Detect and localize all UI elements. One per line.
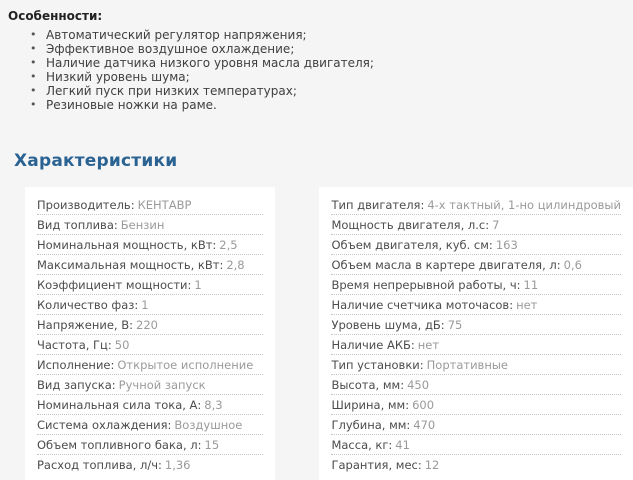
spec-label: Глубина, мм: — [331, 417, 411, 432]
spec-row — [37, 235, 263, 255]
spec-value: 41 — [395, 437, 410, 452]
spec-value: 470 — [413, 417, 436, 432]
feature-item — [30, 70, 623, 84]
spec-row — [37, 375, 263, 395]
spec-label: Производитель: — [37, 197, 135, 212]
feature-item — [30, 42, 623, 56]
spec-label: Номинальная сила тока, А: — [37, 397, 202, 412]
spec-row — [331, 275, 621, 295]
spec-label: Расход топлива, л/ч: — [37, 457, 162, 472]
spec-row — [331, 295, 621, 315]
spec-label: Максимальная мощность, кВт: — [37, 257, 224, 272]
section-title-characteristics: Характеристики — [14, 151, 178, 171]
spec-label: Ширина, мм: — [331, 397, 410, 412]
spec-row — [331, 215, 621, 235]
spec-label: Мощность двигателя, л.с: — [331, 217, 490, 232]
spec-label: Тип установки: — [331, 357, 424, 372]
spec-value: Воздушное — [174, 417, 243, 432]
spec-label: Гарантия, мес: — [331, 457, 422, 472]
spec-value: 4-х тактный, 1-но цилиндровый — [427, 197, 621, 212]
spec-row — [331, 415, 621, 435]
feature-item-text: Автоматический регулятор напряжения; — [46, 28, 307, 42]
spec-value: 600 — [412, 397, 435, 412]
spec-value: 1 — [141, 297, 149, 312]
spec-label: Система охлаждения: — [37, 417, 172, 432]
spec-value: Открытое исполнение — [117, 357, 254, 372]
spec-value: 1,36 — [164, 457, 191, 472]
bullet-icon: • — [30, 84, 37, 97]
spec-value: 50 — [114, 337, 130, 352]
spec-row — [37, 435, 263, 455]
spec-label: Объем топливного бака, л: — [37, 437, 202, 452]
spec-value: 163 — [495, 237, 518, 252]
feature-item-text: Наличие датчика низкого уровня масла двигателя; — [46, 56, 374, 70]
features-list — [8, 28, 623, 112]
spec-label: Вид топлива: — [37, 217, 118, 232]
spec-label: Частота, Гц: — [37, 337, 112, 352]
spec-label: Высота, мм: — [331, 377, 405, 392]
bullet-icon: • — [30, 70, 37, 83]
spec-row — [331, 255, 621, 275]
spec-row — [331, 435, 621, 455]
spec-table-right — [319, 187, 633, 480]
features-section — [0, 0, 633, 112]
bullet-icon: • — [30, 98, 37, 111]
spec-label: Объем масла в картере двигателя, л: — [331, 257, 561, 272]
spec-label: Наличие АКБ: — [331, 337, 415, 352]
spec-row — [331, 455, 621, 474]
spec-row — [37, 455, 263, 474]
spec-value: нет — [516, 297, 538, 312]
spec-value: 450 — [407, 377, 430, 392]
spec-label: Наличие счетчика моточасов: — [331, 297, 514, 312]
spec-row — [37, 255, 263, 275]
spec-row — [331, 355, 621, 375]
feature-item-text: Резиновые ножки на раме. — [46, 98, 217, 112]
spec-value: 75 — [447, 317, 463, 332]
feature-item-text: Легкий пуск при низких температурах; — [46, 84, 297, 98]
spec-label: Время непрерывной работы, ч: — [331, 277, 521, 292]
spec-value: Ручной запуск — [118, 377, 206, 392]
feature-item-text: Низкий уровень шума; — [46, 70, 190, 84]
bullet-icon: • — [30, 56, 37, 69]
spec-value: Бензин — [120, 217, 165, 232]
spec-value: 11 — [523, 277, 539, 292]
spec-row — [331, 335, 621, 355]
spec-row — [37, 315, 263, 335]
spec-row — [37, 415, 263, 435]
feature-item — [30, 84, 623, 98]
spec-value: 12 — [424, 457, 440, 472]
spec-value: 15 — [204, 437, 220, 452]
spec-row — [331, 315, 621, 335]
spec-label: Тип двигателя: — [331, 197, 425, 212]
bullet-icon: • — [30, 42, 37, 55]
spec-row — [37, 355, 263, 375]
spec-label: Коэффициент мощности: — [37, 277, 192, 292]
feature-item — [30, 56, 623, 70]
spec-row — [37, 195, 263, 215]
spec-value: нет — [417, 337, 440, 352]
feature-item-text: Эффективное воздушное охлаждение; — [46, 42, 295, 56]
spec-value: 0,6 — [563, 257, 582, 272]
spec-label: Вид запуска: — [37, 377, 116, 392]
spec-row — [37, 215, 263, 235]
spec-value: 2,8 — [226, 257, 245, 272]
spec-row — [331, 195, 621, 215]
spec-value: 8,3 — [204, 397, 223, 412]
spec-label: Объем двигателя, куб. см: — [331, 237, 493, 252]
spec-value: 1 — [194, 277, 202, 292]
spec-label: Уровень шума, дБ: — [331, 317, 445, 332]
spec-value: 2,5 — [219, 237, 238, 252]
spec-table-left — [25, 187, 275, 480]
feature-item — [30, 28, 623, 42]
spec-value: 220 — [136, 317, 158, 332]
bullet-icon: • — [30, 28, 37, 41]
spec-label: Масса, кг: — [331, 437, 393, 452]
spec-row — [37, 395, 263, 415]
spec-row — [331, 395, 621, 415]
spec-label: Количество фаз: — [37, 297, 139, 312]
spec-columns — [0, 187, 633, 480]
spec-row — [37, 335, 263, 355]
spec-row — [331, 375, 621, 395]
spec-value: 7 — [492, 217, 500, 232]
spec-label: Номинальная мощность, кВт: — [37, 237, 217, 252]
feature-item — [30, 98, 623, 112]
spec-value: Портативные — [426, 357, 508, 372]
spec-value: КЕНТАВР — [137, 197, 192, 212]
spec-row — [331, 235, 621, 255]
spec-row — [37, 275, 263, 295]
spec-row — [37, 295, 263, 315]
spec-label: Исполнение: — [37, 357, 115, 372]
spec-label: Напряжение, В: — [37, 317, 134, 332]
features-title: Особенности: — [8, 9, 103, 23]
